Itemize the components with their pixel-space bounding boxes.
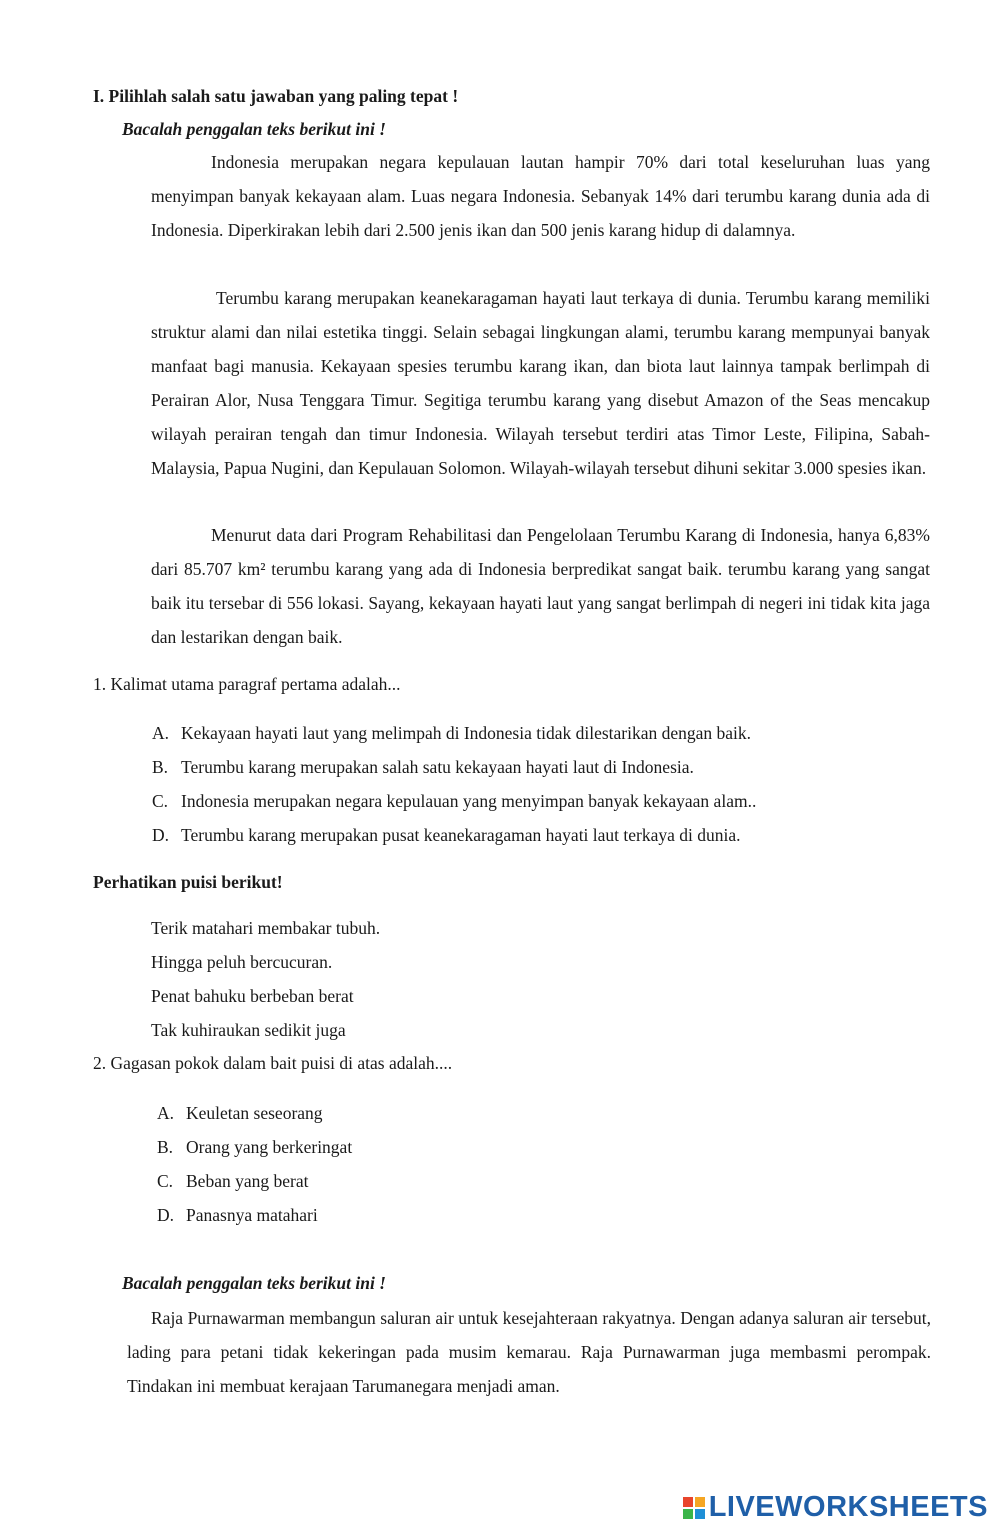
option-text: Indonesia merupakan negara kepulauan yang menyimpan banyak kekayaan alam.. [181, 791, 757, 811]
option-d[interactable] [157, 1205, 318, 1226]
question-number: 1. [93, 674, 107, 694]
poem-line: Terik matahari membakar tubuh. [151, 918, 381, 938]
logo-square [695, 1497, 705, 1507]
option-a[interactable] [157, 1103, 323, 1124]
option-text: Beban yang berat [186, 1171, 309, 1191]
poem-line: Tak kuhiraukan sedikit juga [151, 1020, 346, 1040]
logo-square [683, 1497, 693, 1507]
logo-square [683, 1509, 693, 1519]
option-letter: A. [152, 723, 170, 743]
option-text: Terumbu karang merupakan salah satu kekayaan hayati laut di Indonesia. [181, 757, 694, 777]
option-text: Panasnya matahari [186, 1205, 318, 1225]
option-letter: D. [152, 825, 170, 845]
option-letter: B. [157, 1137, 174, 1157]
option-letter: A. [157, 1103, 175, 1123]
question-number: 2. [93, 1053, 107, 1073]
question-1 [93, 674, 401, 695]
section-title: I. Pilihlah salah satu jawaban yang paling tepat ! [93, 86, 459, 106]
liveworksheets-logo[interactable] [683, 1491, 988, 1524]
option-c[interactable] [152, 791, 756, 812]
option-letter: D. [157, 1205, 175, 1225]
option-b[interactable] [152, 757, 694, 778]
liveworksheets-grid-icon [683, 1497, 705, 1519]
poem-line: Hingga peluh bercucuran. [151, 952, 333, 972]
paragraph-1: Indonesia merupakan negara kepulauan lautan hampir 70% dari total keseluruhan luas yang menyimpan banyak kekayaan alam. Luas negara Indonesia. Sebanyak 14% dari terumbu karang dunia ada di Indonesia. Diperkirakan lebih dari 2.500 jenis ikan dan 500 jenis karang hidup di dalamnya. [151, 152, 930, 240]
question-text: Kalimat utama paragraf pertama adalah... [110, 674, 401, 694]
question-2 [93, 1053, 452, 1074]
option-letter: B. [152, 757, 169, 777]
option-b[interactable] [157, 1137, 352, 1158]
option-d[interactable] [152, 825, 741, 846]
option-a[interactable] [152, 723, 751, 744]
option-text: Kekayaan hayati laut yang melimpah di Indonesia tidak dilestarikan dengan baik. [181, 723, 752, 743]
option-c[interactable] [157, 1171, 308, 1192]
logo-text: LIVEWORKSHEETS [708, 1491, 988, 1523]
option-text: Keuletan seseorang [186, 1103, 323, 1123]
question-text: Gagasan pokok dalam bait puisi di atas adalah.... [110, 1053, 453, 1073]
paragraph-3: Menurut data dari Program Rehabilitasi dan Pengelolaan Terumbu Karang di Indonesia, hanya 6,83% dari 85.707 km² terumbu karang yang ada di Indonesia berpredikat sangat baik. terumbu karang yang sangat baik itu tersebar di 556 lokasi. Sayang, kekayaan hayati laut yang sangat berlimpah di negeri ini tidak kita jaga dan lestarikan dengan baik. [151, 525, 930, 647]
option-text: Orang yang berkeringat [186, 1137, 353, 1157]
paragraph-2: Terumbu karang merupakan keanekaragaman hayati laut terkaya di dunia. Terumbu karang memiliki struktur alami dan nilai estetika tinggi. Selain sebagai lingkungan alami, terumbu karang mempunyai banyak manfaat bagi manusia. Kekayaan spesies terumbu karang ikan, dan biota laut lainnya tampak berlimpah di Perairan Alor, Nusa Tenggara Timur. Segitiga terumbu karang yang disebut Amazon of the Seas mencakup wilayah perairan tengah dan timur Indonesia. Wilayah tersebut terdiri atas Timor Leste, Filipina, Sabah-Malaysia, Papua Nugini, dan Kepulauan Solomon. Wilayah-wilayah tersebut dihuni sekitar 3.000 spesies ikan. [151, 288, 930, 478]
option-letter: C. [152, 791, 169, 811]
option-text: Terumbu karang merupakan pusat keanekaragaman hayati laut terkaya di dunia. [181, 825, 741, 845]
reading-instruction: Bacalah penggalan teks berikut ini ! [122, 119, 386, 139]
logo-square [695, 1509, 705, 1519]
reading-instruction: Bacalah penggalan teks berikut ini ! [122, 1273, 386, 1293]
paragraph-4: Raja Purnawarman membangun saluran air untuk kesejahteraan rakyatnya. Dengan adanya saluran air tersebut, lading para petani tidak kekeringan pada musim kemarau. Raja Purnawarman juga membasmi perompak. Tindakan ini membuat kerajaan Tarumanegara menjadi aman. [127, 1308, 931, 1396]
poem-instruction: Perhatikan puisi berikut! [93, 872, 283, 892]
poem-line: Penat bahuku berbeban berat [151, 986, 354, 1006]
option-letter: C. [157, 1171, 174, 1191]
